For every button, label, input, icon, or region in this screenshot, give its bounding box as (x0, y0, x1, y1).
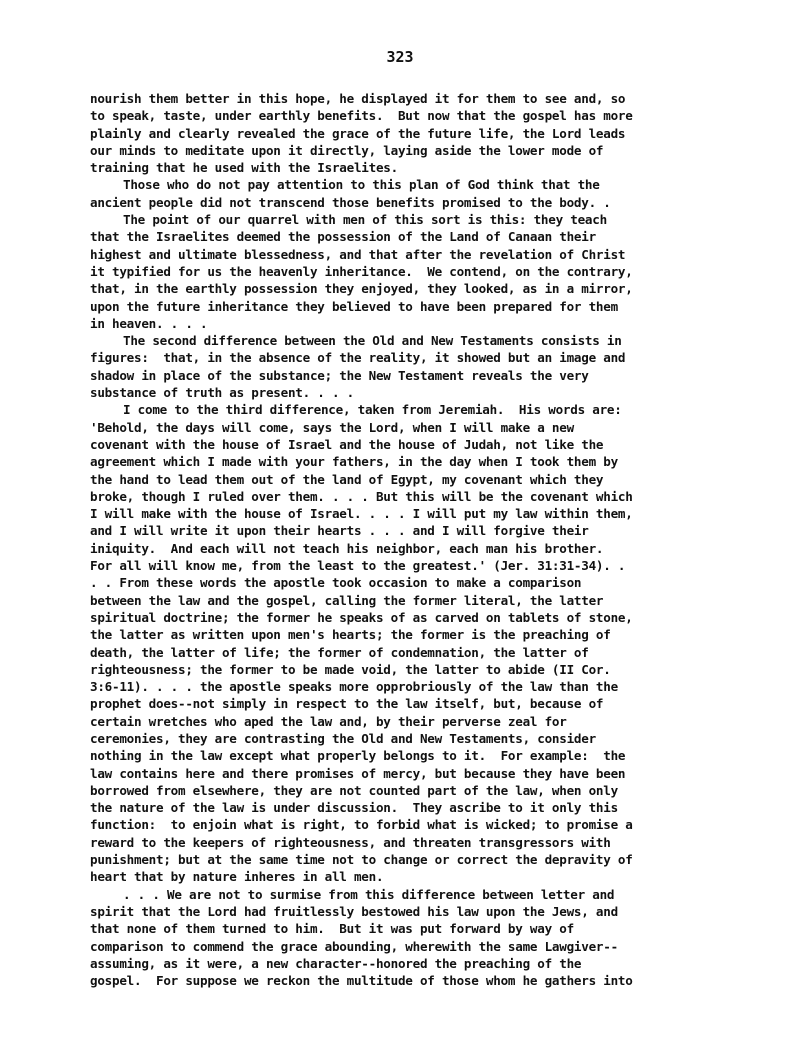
text-line: . . From these words the apostle took occasion to make a comparison (90, 575, 582, 591)
text-line: between the law and the gospel, calling the former literal, the latter (90, 592, 604, 608)
text-line: The point of our quarrel with men of this sort is this: they teach (123, 212, 607, 228)
text-line: ancient people did not transcend those benefits promised to the body. . (90, 194, 611, 210)
text-line: in heaven. . . . (90, 315, 208, 331)
text-line: The second difference between the Old and New Testaments consists in (123, 333, 622, 349)
text-line: borrowed from elsewhere, they are not counted part of the law, when only (90, 782, 618, 798)
text-line: prophet does--not simply in respect to the law itself, but, because of (90, 696, 604, 712)
text-line: plainly and clearly revealed the grace of the future life, the Lord leads (90, 125, 626, 141)
page-number: 323 (386, 48, 414, 66)
text-line: that the Israelites deemed the possession of the Land of Canaan their (90, 229, 596, 245)
text-line: figures: that, in the absence of the reality, it showed but an image and (90, 350, 626, 366)
text-line: certain wretches who aped the law and, by their perverse zeal for (90, 713, 567, 729)
text-line: it typified for us the heavenly inheritance. We contend, on the contrary, (90, 263, 633, 279)
text-line: spiritual doctrine; the former he speaks of as carved on tablets of stone, (90, 609, 633, 625)
text-line: broke, though I ruled over them. . . . But this will be the covenant which (90, 488, 633, 504)
text-line: that, in the earthly possession they enjoyed, they looked, as in a mirror, (90, 281, 633, 297)
text-line: shadow in place of the substance; the New Testament reveals the very (90, 367, 589, 383)
text-line: substance of truth as present. . . . (90, 385, 354, 401)
text-line: iniquity. And each will not teach his neighbor, each man his brother. (90, 540, 604, 556)
text-line: I come to the third difference, taken from Jeremiah. His words are: (123, 402, 622, 418)
text-line: punishment; but at the same time not to change or correct the depravity of (90, 852, 633, 868)
text-line: upon the future inheritance they believed to have been prepared for them (90, 298, 618, 314)
text-line: function: to enjoin what is right, to forbid what is wicked; to promise a (90, 817, 633, 833)
text-line: nothing in the law except what properly belongs to it. For example: the (90, 748, 626, 764)
text-line: I will make with the house of Israel. . . . I will put my law within them, (90, 506, 633, 522)
text-line: death, the latter of life; the former of condemnation, the latter of (90, 644, 589, 660)
text-line: 3:6-11). . . . the apostle speaks more opprobriously of the law than the (90, 679, 618, 695)
text-line: spirit that the Lord had fruitlessly bestowed his law upon the Jews, and (90, 903, 618, 919)
text-line: . . . We are not to surmise from this difference between letter and (123, 886, 615, 902)
text-line: heart that by nature inheres in all men. (90, 869, 384, 885)
text-line: and I will write it upon their hearts . . . and I will forgive their (90, 523, 589, 539)
text-line: righteousness; the former to be made void, the latter to abide (II Cor. (90, 661, 611, 677)
text-line: comparison to commend the grace abounding, wherewith the same Lawgiver-- (90, 938, 618, 954)
text-line: the hand to lead them out of the land of Egypt, my covenant which they (90, 471, 604, 487)
text-line: our minds to meditate upon it directly, laying aside the lower mode of (90, 142, 604, 158)
text-line: the nature of the law is under discussion. They ascribe to it only this (90, 800, 618, 816)
text-line: Those who do not pay attention to this plan of God think that the (123, 177, 600, 193)
text-line: that none of them turned to him. But it was put forward by way of (90, 921, 574, 937)
text-line: covenant with the house of Israel and the house of Judah, not like the (90, 436, 604, 452)
text-line: the latter as written upon men's hearts; the former is the preaching of (90, 627, 611, 643)
text-line: assuming, as it were, a new character--honored the preaching of the (90, 955, 582, 971)
text-line: training that he used with the Israelites. (90, 160, 398, 176)
text-line: gospel. For suppose we reckon the multitude of those whom he gathers into (90, 973, 633, 989)
text-line: law contains here and there promises of mercy, but because they have been (90, 765, 626, 781)
text-line: nourish them better in this hope, he displayed it for them to see and, so (90, 91, 626, 106)
text-line: ceremonies, they are contrasting the Old and New Testaments, consider (90, 730, 596, 746)
body-text (90, 90, 730, 989)
text-line: 'Behold, the days will come, says the Lord, when I will make a new (90, 419, 574, 435)
text-line: to speak, taste, under earthly benefits. But now that the gospel has more (90, 108, 633, 124)
text-line: highest and ultimate blessedness, and that after the revelation of Christ (90, 246, 626, 262)
text-line: agreement which I made with your fathers, in the day when I took them by (90, 454, 618, 470)
text-line: reward to the keepers of righteousness, and threaten transgressors with (90, 834, 611, 850)
text-line: For all will know me, from the least to the greatest.' (Jer. 31:31-34). . (90, 558, 626, 574)
